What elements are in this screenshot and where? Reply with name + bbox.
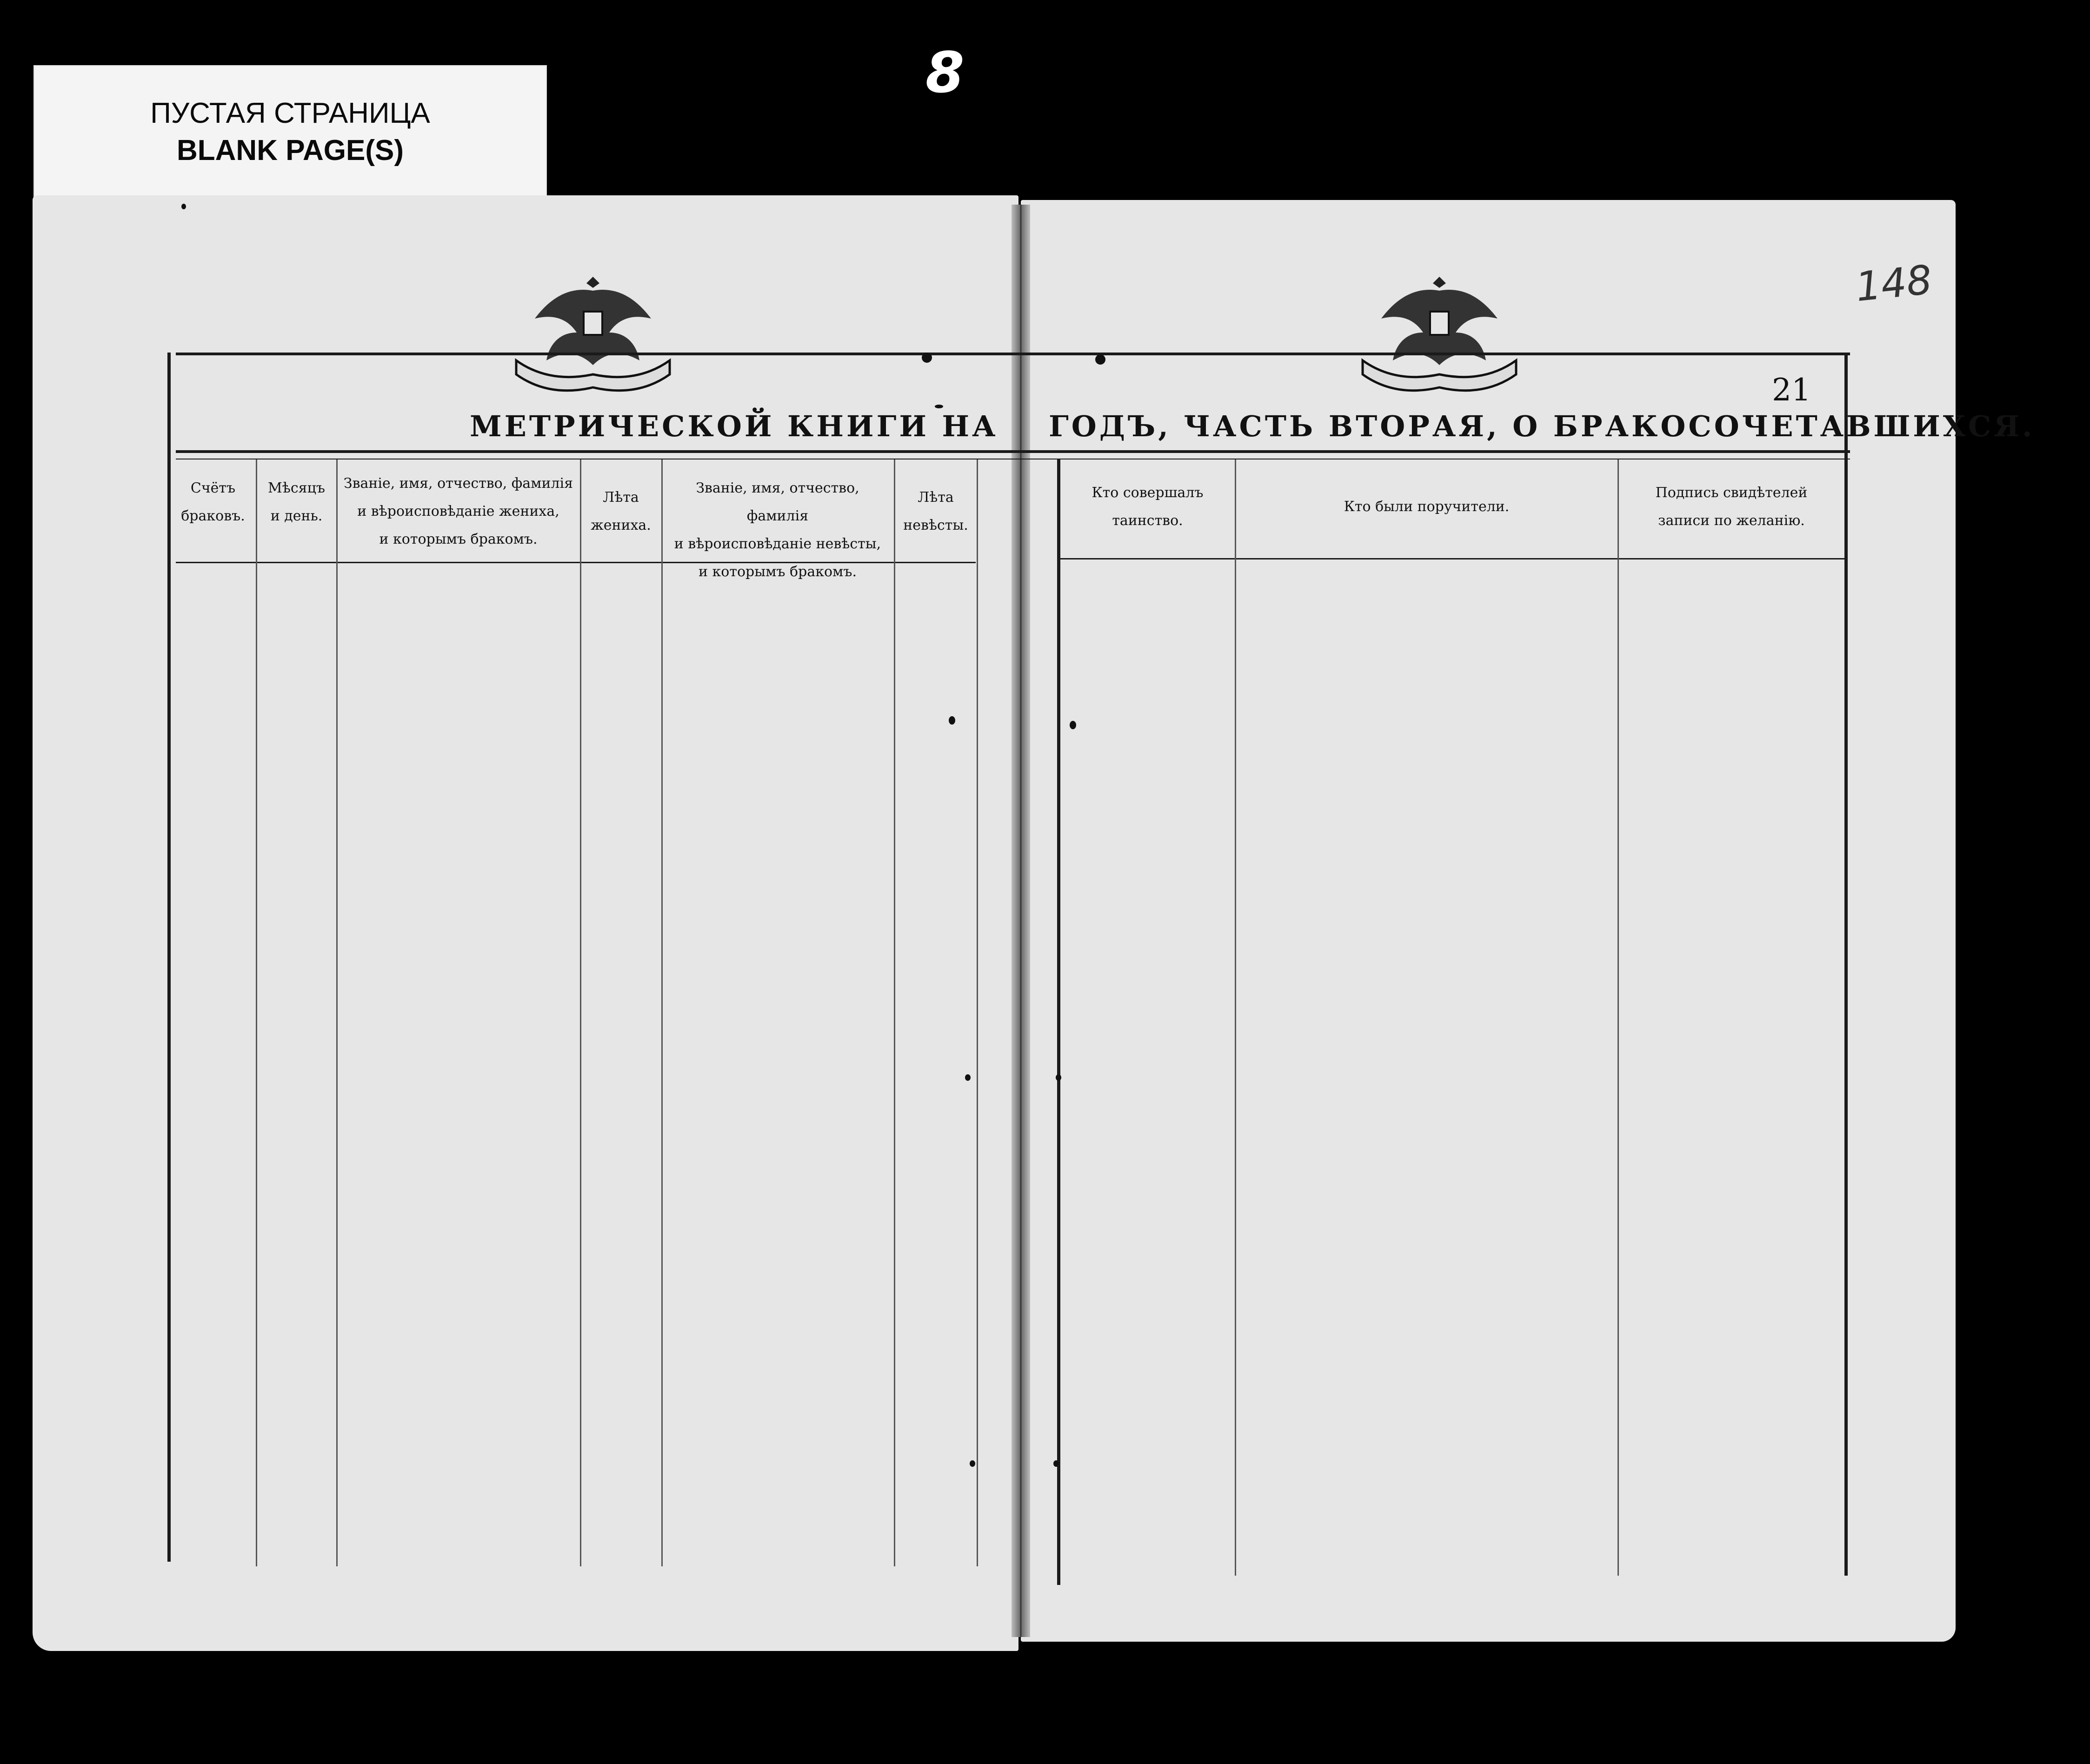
column-divider [1235,459,1236,1576]
double-headed-eagle-emblem-icon [502,267,684,402]
column-header [896,484,975,539]
top-border-line [176,353,1850,355]
column-header-line: Лѣта [603,489,639,506]
column-divider [580,459,581,1566]
column-header-line: Счётъ [190,480,236,496]
frame-number: 8 [925,41,965,106]
book-gutter [1012,205,1030,1637]
blank-page-label-english: BLANK PAGE(S) [177,134,404,166]
binding-hole [922,353,932,363]
ink-speck [935,405,943,408]
ink-speck [1056,1074,1061,1081]
binding-hole [1095,354,1105,365]
handwritten-page-number: 148 [1853,256,1934,311]
double-headed-eagle-emblem-icon [1349,267,1530,402]
table-border-right [1844,353,1848,1576]
column-header-line: и вѣроисповѣданіе жениха, [357,503,559,519]
ink-speck [965,1074,971,1081]
register-title-left: МЕТРИЧЕСКОЙ КНИГИ НА [470,409,998,443]
column-header-line: невѣсты. [903,517,968,533]
column-divider [977,459,978,1566]
column-header [258,474,335,530]
column-header-line: Мѣсяцъ [268,480,325,496]
column-header [171,474,255,530]
column-header-line: браковъ. [181,508,245,524]
column-divider [256,459,257,1566]
column-header [1063,479,1232,535]
column-header [1620,479,1843,535]
column-header-line: и вѣроисповѣданіе невѣсты, [674,536,881,552]
register-title-right: ГОДЪ, ЧАСТЬ ВТОРАЯ, О БРАКОСОЧЕТАВШИХСЯ. [1049,409,2035,443]
column-header-line: таинство. [1112,513,1183,529]
ink-speck [181,204,186,209]
column-header [582,484,659,539]
column-header-line: записи по желанію. [1658,513,1805,529]
header-bottom-line [1060,558,1846,559]
title-separator-line [176,450,1850,453]
column-header-line: Званіе, имя, отчество, фамилія [343,475,573,492]
column-header-line: Лѣта [918,489,954,506]
ink-speck [1053,1460,1059,1467]
blank-page-label [33,65,547,209]
ink-speck [949,716,955,725]
ink-speck [970,1460,975,1467]
blank-page-label-russian: ПУСТАЯ СТРАНИЦА [150,97,430,129]
page-number: 21 [1772,372,1811,408]
column-header-line: Кто совершалъ [1092,485,1204,501]
table-border-left [167,353,171,1562]
column-divider [661,459,663,1566]
column-header-line: и которымъ бракомъ. [379,531,538,547]
column-divider [1617,459,1619,1576]
column-header-line: Званіе, имя, отчество, фамилія [696,480,859,524]
ink-speck [1070,721,1076,729]
column-header-line: и которымъ бракомъ. [699,564,857,580]
column-divider [336,459,338,1566]
column-header-line: Подпись свидѣтелей [1655,485,1808,501]
column-header-line: и день. [270,508,323,524]
column-header [1237,493,1616,521]
table-border-inner-right [1057,459,1060,1585]
column-header [664,474,892,586]
column-header [339,470,578,553]
column-header-line: жениха. [591,517,651,533]
column-header-line: Кто были поручители. [1344,499,1510,515]
column-divider [894,459,895,1566]
